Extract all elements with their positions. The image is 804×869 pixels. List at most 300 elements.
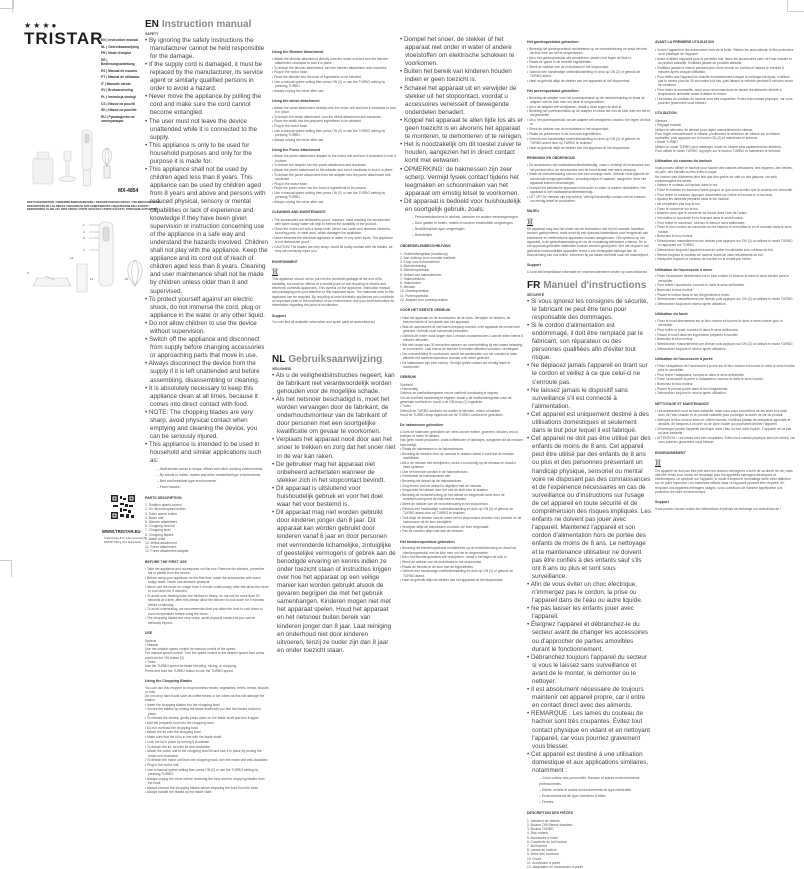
instruction-text: Hak geen harde producten, zoals koffiebonen of ijsblokjes, aangezien dit de messen beschadigt.	[400, 438, 523, 447]
part-item: 2. On /Normal speed button	[145, 507, 186, 512]
instruction-item: • Fixez le fouet directement sur le bloc moteur et tournez-le dans le sens horaire pour le verrouiller.	[655, 319, 795, 328]
language-item: RU | Руководство по эксплуатации	[101, 114, 135, 123]
subsection-heading: Support	[527, 263, 541, 268]
instruction-text: Utilisez le mode TURBO pour mélanger, mixer ou hacher plus rapidement les aliments.	[655, 144, 782, 149]
parts-heading-line: DESCRIPCIÓN DE LAS PIEZAS / DESCRIÇÃO DOS COMPONENTES / DESCRIZIONE DELLE PARTI /	[27, 204, 150, 208]
instruction-item: • Débranchez toujours le mixeur après utilisation.	[655, 347, 795, 351]
instruction-text: Houd de TURBO-knop ingedrukt om de TURBO-snelheid te gebruiken.	[400, 412, 504, 417]
part-item: 12. Puree attachment adapter	[145, 549, 189, 554]
instruction-item: • Débranchez toujours le mixeur après utilisation.	[655, 391, 795, 395]
example-item: – Bed and breakfast type environments.	[157, 478, 269, 484]
part-item: 1. Snelheidsregelaar (draaiknop)	[400, 251, 448, 256]
subsection-heading: Het blenderopzetstuk gebruiken	[400, 539, 455, 544]
instruction-item: • Fixez l'accessoire directement sur le bloc moteur et tournez-le dans le sens horaire pour le verrouiller.	[655, 274, 795, 283]
callout-10: 10	[125, 277, 129, 281]
instruction-list	[527, 96, 651, 150]
safety-item: • Als het netsnoer beschadigd is, moet het worden vervangen door de fabrikant, de onderhoudsmonteur van de fabrikant of door personen met een soortgelijke kwalificatie om gevaar te voorkomen.	[272, 396, 396, 436]
instruction-item: • Bevestig de motorbehuizing op het deksel en vergrendel deze door de motorbehuizing met de klok mee te draaien.	[400, 493, 524, 502]
part-item: 8. Chopping blades	[145, 532, 174, 537]
safety-item: • Cet appareil ne doit pas être utilisé par des enfants de moins de 8 ans. Cet appareil peut être utilisé par des enfants de 8 ans ou plus et des personnes présentant un handicap physique, sensoriel ou mental voire ne disposant pas des connaissances et de l'expérience nécessaires en cas de surveillance ou d'instructions sur l'usage de cet appareil en toute sécurité et de compréhension des risques impliqués. Les enfants ne doivent pas jouer avec l'appareil. Maintenez l'appareil et son cordon d'alimentation hors de portée des enfants de moins de 8 ans. Le nettoyage et la maintenance utilisateur ne doivent pas être confiés à des enfants sauf s'ils ont 8 ans ou plus et sont sous surveillance.	[527, 435, 651, 581]
instruction-item: • Bevestig het gardeopzetstuk rechtstreeks op de motorbehuizing en draai het met de klok mee om het te vergrendelen.	[527, 47, 651, 56]
website-link[interactable]: WWW.TRISTAR.EU	[102, 529, 141, 534]
callout-4: 4	[83, 248, 85, 252]
instruction-item: • Attach the puree attachment to the adapter and turn it clockwise to lock it in place.	[272, 168, 396, 172]
instruction-item: • Retirez toujours le couteau de hachoir avant de vider les aliments du bol.	[655, 253, 795, 257]
column-fr-usage	[655, 34, 795, 511]
crop-mark	[0, 560, 12, 577]
language-item: DE | Bedienungsanleitung	[101, 57, 135, 66]
subsection-heading: ENVIRONNEMENT	[655, 450, 686, 455]
instruction-item: • Pour retirer l'adaptateur, tournez-le dans le sens antihoraire.	[655, 373, 795, 377]
instruction-list	[145, 567, 269, 625]
part-item: 7. Hakmolenkom	[400, 276, 425, 281]
instruction-item: • Gebruik een handmatige snelheidsinstelling en druk op ON (2) of gebruik de TURBO-stand.	[527, 70, 651, 79]
instruction-item: • Branchez le bloc moteur.	[655, 234, 795, 238]
safety-item: • This appliance is intended to be used in household and similar applications such as:	[145, 441, 269, 465]
language-item: IT | Manuale utente	[101, 81, 131, 86]
address-line: 5015 BH Tilburg | The Netherlands	[104, 540, 141, 544]
instruction-item: • Bevestig de messen door de messas te draaien totdat u voelt dat de messen vastklikken.	[400, 452, 524, 461]
instruction-text: Utilisez le sélecteur de vitesse pour régler manuellement la vitesse.	[655, 127, 754, 132]
instruction-item: • Gebruik de mixer nooit langer dan 1 minuut ononderbroken. Laat de mixer hierna 5 minuten afkoelen.	[400, 334, 524, 343]
subsection-heading: PARTS DESCRIPTION	[145, 495, 182, 500]
safety-item: • Never move the appliance by pulling the cord and make sure the cord cannot become entangled.	[145, 93, 269, 117]
subsection-heading: UTILISATION	[655, 111, 677, 116]
section-heading	[527, 280, 651, 292]
instruction-item: • Steek de stekker van de motorbasis in het stopcontact.	[527, 127, 651, 131]
instruction-item: • Place the whisk into the prepared ingredients to be whisked.	[272, 119, 396, 123]
instruction-item: • To avoid over-heating when the mixture is heavy, do not mix for more than 30 seconds at a time, after this please allow the blender to cool down for 5 minutes before continuing.	[145, 594, 269, 607]
instruction-text: For manual speed control: Turn the speed control to the desired speed then press and hold the ON button (2).	[145, 651, 265, 660]
parts-description-heading	[27, 201, 162, 212]
instruction-list	[145, 703, 269, 795]
instruction-item: • Insert the chopping blades into the chopping bowl.	[145, 703, 269, 707]
instruction-text: Use the rotation speed control for manual control of the speed.	[145, 647, 237, 652]
safety-item: • Verplaats het apparaat nooit door aan het snoer te trekken en zorg dat het snoer niet in de war kan raken.	[272, 436, 396, 460]
subsection-heading: Utilisation du fouet	[655, 312, 688, 317]
usage-examples	[527, 775, 651, 805]
instruction-item: • To release the blades, gently press down on the blade shaft and turn it again.	[145, 716, 269, 720]
instruction-item: • De accessoires zijn vaatwasmachinebestendig, maar u verlengt de levensduur van het product als u de accessoires met de hand afwast met warm zeepsop.	[527, 163, 651, 172]
environment-text	[655, 458, 795, 494]
part-item: 11. Pureeopzetstuk	[400, 293, 429, 298]
column-fr-safety	[527, 278, 651, 869]
safety-item: • Dit apparaat is uitsluitend voor huishoudelijk gebruik en voor het doel waar het voor bestemd is.	[272, 485, 396, 509]
instruction-item: • Attach the lid onto the chopping bowl.	[145, 730, 269, 734]
column-nl-usage	[400, 36, 524, 583]
instruction-item: • Als u het blenderopzetstuk wilt verwijderen, draait u het tegen de klok in.	[400, 555, 524, 559]
instruction-text: • Manual	[145, 642, 158, 647]
environment-body: Cet appareil ne doit pas être jeté avec les ordures ménagères à la fin de sa durée de vie, mais doit être remis à un centre de recyclage pour les appareils ménagers électriques et électroniques. Le symbole sur l'appareil, le mode d'emploi et l'emballage attire votre attention sur ce point important. Les matériaux utilisés dans cet appareil peuvent être recyclés. En recyclant vos appareils ménagers usagés, vous contribuez de manière significative à la protection de notre environnement.	[655, 468, 793, 495]
subsection-heading: VOOR HET EERSTE GEBRUIK	[400, 308, 451, 313]
instruction-item: • ATTENTION ! Les lames sont très coupantes. Évitez tout contact physique avec les lames, car vous pourriez gravement vous blesser.	[655, 436, 795, 445]
instruction-item: • Lock the lid in place by turning it clockwise.	[145, 740, 269, 744]
instruction-item: • Plug in the motor unit.	[145, 763, 269, 767]
instruction-item: • Always unplug the mixer after use.	[272, 200, 396, 204]
instruction-text: Speeds	[145, 638, 157, 643]
language-code: EN	[145, 19, 159, 30]
instruction-item: • Attach the motor unit to the chopping bowl lid and lock it in place by turning the motor unit clockwise.	[145, 749, 269, 758]
part-item: 6. Deksel van hakmolenkom	[400, 272, 442, 277]
instruction-item: • Als u de adapter wilt verwijderen, draait u deze tegen de klok in.	[527, 105, 651, 109]
company-address	[104, 537, 146, 544]
instruction-text: Vitesses	[655, 119, 668, 123]
subsection-heading: CLEANING AND MAINTENANCE	[272, 210, 326, 215]
parts-heading-line: BESKRIVNING AV DELAR / OPIS CZĘŚCI / POPIS SOUČÁSTÍ / POPIS SÚČASTÍ / ОПИСАНИЕ ЗАПЧАСТЕЙ	[27, 208, 158, 212]
environment-body: Dit apparaat mag aan het einde van de levensduur niet bij het normale huisafval worden gedeponeerd, maar moet bij een speciaal inzamelpunt voor hergebruik van elektrische en elektronische apparaten worden aangeboden. Het symbool op het apparaat, in de gebruiksaanwijzing en op de verpakking attendeert u hierop. De in het apparaat gebruikte materialen kunnen worden gerecycled. Met het recyclen van gebruikte huishoudelijke apparaten levert u een belangrijke bijdrage aan de bescherming van ons milieu. Informeer bij uw lokale overheid naar het inzamelpunt.	[527, 227, 649, 257]
safety-list	[527, 298, 651, 776]
safety-item: • Schakel het apparaat uit en verwijder de stekker uit het stopcontact, voordat u accessoires verwisselt of bewegende onderdelen benadert.	[400, 85, 524, 117]
part-item: 3. Knop voor turbosnelheid	[400, 260, 440, 265]
instruction-list	[400, 316, 524, 370]
example-item: – Farm houses.	[157, 484, 269, 490]
instruction-item: • Attach the puree attachment adapter to the motor unit and turn it clockwise to lock it in place.	[272, 154, 396, 163]
instruction-item: • To detach the adapter turn the puree attachment anti-clockwise.	[272, 163, 396, 167]
support-text: You can find all available information and spare parts at www.tristar.eu!	[272, 320, 376, 325]
qr-code-icon	[111, 495, 135, 519]
subsection-heading: Support	[655, 500, 669, 505]
instruction-item: • Plug in the motor base.	[272, 182, 396, 186]
safety-list	[272, 372, 396, 655]
part-item: 5. Accessoire à mixer	[527, 835, 559, 840]
subsection-heading: Using the Puree Attachment	[272, 147, 320, 152]
section-label: SÉCURITÉ	[527, 293, 545, 297]
instruction-item: • Do not overload the chopping bowl.	[145, 726, 269, 730]
callout-2: 2	[83, 230, 85, 234]
safety-item: • It is absolutely necessary to keep this appliance clean at all times, because it comes into direct contact with food.	[145, 385, 269, 409]
instruction-item: • Pour éviter que l'appareil ne chauffe excessivement lorsque le mélange est épais, n'utilisez pas le mixeur plus de 30 secondes à la fois, puis laissez-le refroidir pendant 5 minutes avant de continuer.	[655, 75, 795, 88]
subsection-heading: DESCRIPTION DES PIÈCES	[527, 811, 573, 816]
language-list	[101, 38, 141, 126]
part-item: 6. Couvercle du bol hachoir	[527, 839, 568, 844]
instruction-item: • Always remove the chopping blades before emptying the food from the bowl.	[145, 786, 269, 790]
subsection-heading: Utilisation de l'accessoire à mixer	[655, 267, 713, 272]
safety-item: • Cet appareil est destiné à une utilisation domestique et aux applications similaires, notamment :	[527, 751, 651, 775]
instruction-item: • CAUTION! The blades are very sharp. Avoid all bodily contact with the blades, as they can seriously injure you.	[272, 245, 396, 254]
language-item: PL | Instrukcja obsługi	[101, 94, 137, 99]
subsection-heading: MILIEU	[527, 209, 539, 214]
instruction-list	[400, 447, 524, 534]
subsection-heading: ONDERDELENBESCHRIJVING	[400, 244, 451, 249]
parts-diagram	[25, 214, 142, 294]
subsection-heading: AVANT LA PREMIÈRE UTILISATION	[655, 40, 714, 44]
instruction-item: • Insérez le couteau du hachoir dans le bol.	[655, 183, 795, 187]
instruction-item: • Use a manual speed setting then press ON (2) or use the TURBO setting by pressing TURBO.	[145, 768, 269, 777]
parts-heading-line: PARTS DESCRIPTION / ONDERDELENBESCHRIJVING / DESCRIPTION DES PIÈCES / TEILEBESCHREIBUNG /	[27, 201, 162, 204]
language-item: ES | Manual de usuario	[101, 68, 138, 73]
safety-item: • Si le cordon d'alimentation est endommagé, il doit être remplacé par le fabricant, son réparateur ou des personnes qualifiées afin d'éviter tout risque.	[527, 322, 651, 362]
instruction-item: • Débranchez toujours l'appareil avant de retirer les aliments et le couteau du bol.	[655, 248, 795, 252]
subsection-heading: Het pureeopzetstuk gebruiken	[527, 88, 579, 93]
instruction-item: • Verrouillez le couvercle en le tournant dans le sens horaire.	[655, 216, 795, 220]
instruction-text: Use the TURBO speed for faster blending, mixing, or chopping.	[145, 664, 238, 669]
subsection-heading: NETTOYAGE ET MAINTENANCE	[655, 401, 709, 406]
instruction-text: Snelheid	[400, 382, 413, 387]
safety-item: • Débranchez toujours l'appareil du secteur si vous le laissez sans surveillance et avant de le monter, le démonter ou le nettoyer.	[527, 654, 651, 686]
safety-item: • If the supply cord is damaged, it must be replaced by the manufacturer, its service agent or similarly qualified persons in order to avoid a hazard.	[145, 61, 269, 93]
usage-examples	[145, 466, 269, 490]
safety-item: • This appliance is only to be used for household purposes and only for the purpose it is made for.	[145, 142, 269, 166]
diagram-chopper-lid	[33, 278, 71, 286]
safety-item: • Always disconnect the device from the supply if it is left unattended and before assembling, disassembling or cleaning.	[145, 360, 269, 384]
instruction-item: • The accessories are dishwasher-proof, however, hand washing the accessories with warm soapy water will help to extend the durability of the product.	[272, 218, 396, 227]
instruction-list	[272, 154, 396, 204]
support-text: Vous pouvez trouver toutes les informations et pièces de rechange sur www.tristar.eu !	[655, 506, 782, 511]
instruction-item: • Plaats de blender in de kom met de ingrediënten.	[400, 565, 524, 569]
parts-list	[145, 503, 269, 553]
example-item: – Coins cuisine des personnels, bureaux et autres environnements professionnels.	[539, 775, 651, 787]
subsection-heading: Utilisation du couteau du hachoir	[655, 159, 712, 164]
safety-item: • Do not allow children to use the device without supervision.	[145, 320, 269, 336]
subsection-heading: Utilisation de l'accessoire à purée	[655, 356, 713, 361]
column-nl-maintenance	[527, 34, 651, 274]
environment-body: This appliance should not be put into the domestic garbage at the end of its durability, but must be offered at a central point for the recycling of electric and electronic domestic appliances. This symbol on the appliance, instruction manual and packaging puts your attention to this important issue. The materials used in this appliance can be recycled. By recycling of used domestic appliances you contribute an important push to the protection of our environment. Ask your local authorities for information regarding the point of recollection.	[272, 277, 395, 308]
part-item: 1. Variateur de vitesse	[527, 818, 560, 823]
instruction-item: • Always unplug the mixer after use.	[272, 89, 396, 93]
instruction-item: • Pour éviter la surchauffe, nous vous recommandons de laisser les aliments refroidir à température ambiante avant d'utiliser le mixeur.	[655, 88, 795, 97]
safety-item: • Ne déplacez jamais l'appareil en tirant sur le cordon et veillez à ce que celui-ci ne s'enroule pas.	[527, 362, 651, 386]
instruction-item: • Plug in the motor base.	[272, 70, 396, 74]
instruction-item: • Branchez le bloc moteur.	[655, 288, 795, 292]
safety-item: • NOTE: The chopping blades are very sharp, avoid physical contact when emptying and cleaning the device, you can be seriously injured.	[145, 409, 269, 441]
instruction-item: • Sélectionnez manuellement une vitesse puis appuyez sur ON (2) ou utilisez le mode TURBO en appuyant sur TURBO.	[655, 239, 795, 248]
instruction-item: • Overbelast de hakmolenkom niet.	[400, 474, 524, 478]
part-item: 11. Accessoire à purée	[527, 860, 561, 865]
callout-3: 3	[83, 236, 85, 240]
instruction-list	[655, 183, 795, 262]
part-item: 3. Turbo speed button	[145, 511, 178, 516]
instruction-item: • Dompel het elektrische apparaat nooit onder in water of andere vloeistoffen. Het apparaat is niet vaatwasmachinebestendig.	[527, 186, 651, 195]
instruction-item: • Bevestig het deksel op de hakmolenkom.	[400, 479, 524, 483]
instruction-item: • Pour retirer le fouet, tournez-le dans le sens antihoraire.	[655, 328, 795, 332]
language-item: NL | Gebruiksaanwijzing	[101, 44, 140, 49]
safety-item: • REMARQUE : Les lames du couteau de hachoir sont très coupantes. Évitez tout contact physique en vidant et en nettoyant l'appareil, car vous pourriez gravement vous blesser.	[527, 710, 651, 750]
instruction-item: • Débranchez toujours le mixeur après utilisation.	[655, 302, 795, 306]
instruction-text: Gebruik de TURBO-snelheid om sneller te blenden, mixen of hakken.	[400, 408, 502, 413]
part-item: 1. Rotation speed control	[145, 503, 182, 508]
language-item: EN | Instruction manual	[101, 38, 138, 42]
instruction-list	[272, 57, 396, 93]
subsection-heading: REINIGING EN ONDERHOUD	[527, 155, 576, 160]
instruction-item: • Nettoyez le bloc moteur avec un chiffon humide. N'utilisez jamais de nettoyants agressifs et abrasifs, de tampons à récurer ou de laine d'acier qui pourraient abîmer l'appareil.	[655, 418, 795, 427]
instruction-text: You can use this chopper to chop boneless meats, vegetables, herbs, bread, biscuits or nuts.	[145, 685, 269, 694]
example-item: – Hôtels, motels et autres environnements de type résidentiel.	[539, 787, 651, 793]
column-en-usage	[272, 44, 396, 324]
instruction-item: • Place the puree mixer into the bowl of ingredients to be pureed.	[272, 186, 396, 190]
manual-title: Gebruiksaanwijzing	[288, 354, 383, 365]
safety-item: • Als u de veiligheidsinstructies negeert, kan de fabrikant niet verantwoordelijk worden gehouden voor de mogelijke schade.	[272, 372, 396, 396]
instruction-item: • Secure the blades by turning the blade shaft until you feel the blades locked in place.	[145, 707, 269, 716]
language-code: FR	[527, 280, 541, 291]
instruction-item: • Als u het pureeopzetstuk van de adapter wilt verwijderen, draait u het tegen de klok in.	[527, 118, 651, 127]
instruction-item: • Gebruik een handmatige snelheidsinstelling en druk op ON (2) of gebruik de TURBO-stand door op TURBO te drukken.	[400, 507, 524, 516]
instruction-text: • Handmatig	[400, 387, 419, 392]
instruction-list	[272, 218, 396, 254]
part-item: 7. Bol hachoir	[527, 843, 548, 848]
parts-list	[400, 252, 524, 302]
instruction-item: • Branchez le bloc moteur.	[655, 382, 795, 386]
instruction-item: • Placez le fouet dans les ingrédients préparés à fouetter.	[655, 333, 795, 337]
safety-item: • Éteignez l'appareil et débranchez-le du secteur avant de changer les accessoires ou d'approcher de parties amovibles durant le fonctionnement.	[527, 621, 651, 653]
instruction-item: • Haal na gebruik altijd de stekker van het apparaat uit het stopcontact.	[400, 578, 524, 582]
instruction-text: • Mode TURBO	[655, 140, 678, 145]
part-item: 7. Chopping bowl	[145, 528, 171, 533]
chopper-bowl-image	[33, 152, 53, 184]
instruction-item: • Pour retirer l'accessoire, tournez-le dans le sens antihoraire.	[655, 283, 795, 287]
safety-item: • Si vous ignorez les consignes de sécurité, le fabricant ne peut être tenu pour responsable des dommages.	[527, 298, 651, 322]
usage-examples	[400, 214, 524, 238]
part-item: 8. Hakmessen	[400, 281, 422, 286]
part-item: 5. Blender attachment	[145, 519, 178, 524]
manual-title: Instruction manual	[161, 19, 252, 30]
language-code: NL	[272, 354, 286, 365]
instruction-item: • To detach the blender attachment, turn the blender attachment anti-clockwise.	[272, 66, 396, 70]
instruction-item: • Bevestig het pureeopzetstuk op de adapter en draai het met de klok mee om het te vergrendelen.	[527, 109, 651, 118]
safety-item: • Switch off the appliance and disconnect from supply before changing accessories or approaching parts that move in use.	[145, 336, 269, 360]
instruction-item: • Use a manual speed setting then press ON (2) or use the TURBO setting by pressing TURBO.	[272, 129, 396, 138]
environment-text	[272, 267, 396, 307]
instruction-item: • Attach the whisk attachment directly onto the motor unit and turn it clockwise to lock it in place.	[272, 106, 396, 115]
language-item: CS | Návod na použití	[101, 101, 135, 106]
example-item: – Staff kitchen areas in shops, offices and other working environments.	[157, 466, 269, 472]
instruction-item: • Always unplug the mixer after use.	[272, 138, 396, 142]
instruction-item: • Fixez le couteau en tournant l'arbre jusqu'à ce que vous sentiez que le couteau est verrouillé.	[655, 188, 795, 192]
example-item: – Door gasten in hotels, motels en andere residentiële omgevingen.	[412, 220, 524, 226]
instruction-list	[655, 274, 795, 306]
safety-item: • Il est absolument nécessaire de toujours maintenir cet appareil propre, car il entre en contact direct avec des aliments.	[527, 686, 651, 710]
language-item: FR | Mode d'emploi	[101, 51, 132, 56]
instruction-text: U kunt de hakmolen gebruiken om vlees zonder botten, groenten, kruiden, brood, koekjes of noten te hakken.	[400, 429, 519, 439]
instruction-item: • Les lames du couteau du hachoir sont très coupantes. Évitez tout contact physique, car vous pourriez gravement vous blesser.	[655, 97, 795, 106]
instruction-list	[655, 409, 795, 445]
safety-item: • By ignoring the safety instructions the manufacturer cannot be held responsible for the damage.	[145, 37, 269, 61]
instruction-item: • Zorg ervoor dat het deksel is uitgelijnd met de messas.	[400, 484, 524, 488]
instruction-item: • To detach the puree attachment from the adapter turn the puree attachment anti-clockwise.	[272, 173, 396, 182]
instruction-item: • Place the blender into the bowl of ingredients to be blended.	[272, 75, 396, 79]
instruction-text: Vous pouvez utiliser le hachoir pour hacher des viandes désossées, des légumes, des herbes, du pain, des biscuits ou des fruits à coque.	[655, 165, 793, 175]
instruction-text: • Réglage manuel	[655, 123, 682, 128]
instruction-text: Pour régler manuellement la vitesse, positionnez le sélecteur de vitesse sur la vitesse souhaitée, puis appuyez sur le bouton ON (2) et maintenez-le enfoncé.	[655, 131, 780, 141]
part-item: 8. Lames du hachoir	[527, 848, 557, 853]
environment-text	[527, 217, 651, 257]
subsection-heading: Using the Chopping Blades	[145, 678, 192, 683]
instruction-item: • Never use the mixer for longer than 1 minute continuously, after this allow the mixer to cool down for 5 minutes.	[145, 585, 269, 594]
parts-list	[527, 819, 651, 869]
support-text: U kunt alle beschikbare informatie en reserveonderdelen vinden op www.tristar.eu!	[527, 269, 648, 274]
part-item: 12. Adapter voor pureeopzetstuk	[400, 297, 448, 302]
language-item: SV | Bruksanvisning	[101, 88, 133, 93]
instruction-item: • Pour retirer le couteau, appuyez doucement sur l'arbre et tournez-le à nouveau.	[655, 193, 795, 197]
instruction-item: • Vergrendel het deksel door het met de klok mee te draaien.	[400, 488, 524, 492]
part-item: 2. Aan-/uitknop voor normale snelheid	[400, 255, 456, 260]
instruction-item: • Plaats de hakmessen in de hakmolenkom.	[400, 447, 524, 451]
instruction-item: • Gebruik een handmatige snelheidsinstelling en druk op ON (2) of gebruik de TURBO-stand door op TURBO te drukken.	[527, 137, 651, 146]
instruction-item: • The chopping blades are very sharp, avoid physical contact as you can be seriously injured.	[145, 616, 269, 625]
brand-logo	[24, 22, 103, 48]
part-item: 10. Fouet	[527, 856, 541, 861]
diagram-whisk	[128, 260, 142, 286]
safety-item: • Dit apparaat is bedoeld voor huishoudelijk en soortgelijk gebruik, zoals:	[400, 198, 524, 214]
instruction-text: Do not chop hard foods such as coffee beans or ice cubes as this will damage the blades.	[145, 694, 265, 703]
instruction-item: • Haal na gebruik altijd de stekker van het apparaat uit het stopcontact.	[527, 146, 651, 150]
part-item: 10. Gardeopzetstuk	[400, 289, 429, 294]
safety-item: • Ne pas laisser les enfants jouer avec l'appareil.	[527, 605, 651, 621]
puree-attachment-image	[60, 151, 76, 182]
safety-list	[400, 36, 524, 214]
instruction-list	[655, 319, 795, 351]
instruction-item: • Plaats de garde in de bereide ingrediënten.	[527, 60, 651, 64]
product-photo	[30, 128, 142, 190]
instruction-item: • Pak de messen altijd vast aan de messas.	[400, 529, 524, 533]
callout-6: 6	[27, 271, 29, 275]
language-item: SK | Návod na použitie	[101, 108, 137, 113]
part-item: 9. Blade shaft	[145, 536, 166, 541]
part-item: 4. Motor unit	[145, 515, 164, 520]
instruction-item: • Branchez le bloc moteur.	[655, 337, 795, 341]
part-item: 10. Whisk attachment	[145, 540, 177, 545]
instruction-text: Press and hold the TURBO button to use the TURBO speed.	[145, 668, 234, 673]
subsection-heading: USE	[145, 631, 153, 635]
instruction-item: • N'immergez jamais l'appareil électrique dans l'eau ou tout autre liquide. L'appareil ne va pas au lave-vaisselle.	[655, 427, 795, 436]
safety-item: • Afin de vous éviter un choc électrique, n'immergez pas le cordon, la prise ou l'appareil dans de l'eau ou autre liquide.	[527, 581, 651, 605]
brand-wordmark: TRISTAR	[24, 29, 104, 48]
safety-item: • The user must not leave the device unattended while it is connected to the supply.	[145, 118, 269, 142]
logo-stars-icon: ★★★●	[24, 21, 59, 30]
instruction-item: • Mix niet langer dan 30 seconden aaneen om oververhitting bij een zware belasting te voorkomen. Laat hierna de blender 5 minuten afkoelen voordat u verdergaat.	[400, 343, 524, 352]
weee-bin-icon	[527, 218, 533, 226]
section-label: VEILIGHEID	[272, 367, 292, 371]
instruction-item: • Haal na gebruik altijd de stekker van het apparaat uit het stopcontact.	[527, 79, 651, 83]
instruction-item: • Assurez-vous que le couvercle se trouve dans l'axe de l'arbre.	[655, 211, 795, 215]
manual-title: Manuel d'instructions	[543, 280, 647, 291]
instruction-item: • Placez le mixeur dans le bol d'ingrédients à mixer.	[655, 293, 795, 297]
subsection-heading: Het gardeopzetstuk gebruiken	[527, 40, 579, 44]
instruction-item: • Haal het apparaat en de accessoires uit de doos. Verwijder de stickers, de beschermfolie of het plastic van het apparaat.	[400, 316, 524, 325]
instruction-item: • Fixez l'adaptateur de l'accessoire à purée sur le bloc moteur et tournez-le dans le sens horaire pour le verrouiller.	[655, 364, 795, 373]
example-item: – Environnements de type chambres d'hôtes.	[539, 793, 651, 799]
instruction-item: • Plug in the motor base.	[272, 124, 396, 128]
part-item: 9. Messas	[400, 285, 416, 290]
instruction-item: • Als u de messen wilt verwijderen, drukt u voorzichtig op de messas en draait u deze opnieuw.	[400, 461, 524, 470]
language-item: PT | Manual de utilizador	[101, 75, 140, 80]
subsection-heading: GEBRUIK	[400, 375, 417, 380]
instruction-item: • Bevestig de adapter voor het pureeopzetstuk op de motorbehuizing en draai de adapter met de klok mee om deze te vergrendelen.	[527, 96, 651, 105]
instruction-item: • Pour retirer le couvercle, tournez-le dans le sens antihoraire.	[655, 221, 795, 225]
instruction-text: Ne hachez pas d'aliments durs tels que des grains de café ou des glaçons, car cela endommagera les lames.	[655, 174, 777, 183]
instruction-list	[655, 364, 795, 396]
safety-item: • To protect yourself against an electric shock, do not immerse the cord, plug or appliance in the water or any other liquid.	[145, 296, 269, 320]
example-item: – Personeelskeukens in winkels, kantoren en andere werkomgevingen.	[412, 214, 524, 220]
section-heading	[145, 19, 269, 31]
instruction-item: • To detach the whisk attachment, turn the whisk attachment anti-clockwise.	[272, 115, 396, 119]
instruction-text: • Turbo	[145, 660, 156, 665]
instruction-item: • De hakmessen zijn zeer scherp. Vermijd fysiek contact om ernstig letsel te voorkomen.	[400, 361, 524, 370]
instruction-item: • Steek de stekker van de motorbehuizing in het stopcontact.	[400, 502, 524, 506]
subsection-heading: Using the whisk attachment	[272, 98, 320, 103]
instruction-item: • Fixez l'accessoire à purée à l'adaptateur, tournez-le dans le sens horaire.	[655, 377, 795, 381]
instruction-item: • Take the appliance and accessories out the box. Remove the stickers, protective foil or plastic from the device.	[145, 567, 269, 576]
safety-item: • Dompel het snoer, de stekker of het apparaat niet onder in water of andere vloeistoffen om elektrische schokken te voorkomen.	[400, 36, 524, 68]
safety-item: • Ne laissez jamais le dispositif sans surveillance s'il est connecté à l'alimentation.	[527, 387, 651, 411]
column-nl-safety	[272, 352, 396, 655]
instruction-item: • Gebruik een handmatige snelheidsinstelling en druk op ON (2) of gebruik de TURBO-stand.	[400, 569, 524, 578]
instruction-list	[527, 47, 651, 83]
part-item: 9. Arbre des couteaux	[527, 852, 560, 857]
example-item: – By clients in hotels, motels and other residential type environments.	[157, 472, 269, 478]
weee-bin-icon	[272, 268, 278, 276]
instruction-item: • Add the prepared food into the chopping bowl.	[145, 721, 269, 725]
instruction-item: • Verwijder altijd de hakmessen voordat u de kom leegmaakt.	[400, 525, 524, 529]
